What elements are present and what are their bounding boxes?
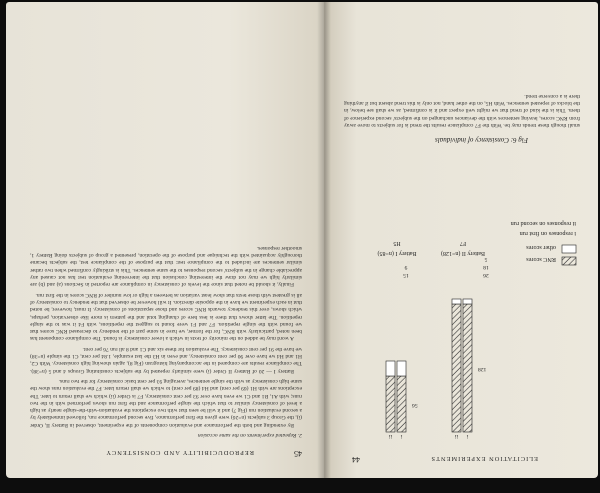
left-folio: 45 (294, 449, 302, 458)
bar-other (397, 361, 406, 376)
data-label: 128 (478, 366, 487, 372)
bar-other (463, 299, 472, 304)
legend-other-label: other scores (526, 244, 556, 251)
right-text-block (344, 18, 580, 128)
left-text-block (30, 18, 302, 438)
run-label: i (400, 433, 403, 439)
bar-rnc (463, 304, 472, 432)
bar-other (452, 299, 461, 304)
legend-swatch-rnc (562, 257, 576, 265)
legend-first-run: i responses on first run (519, 230, 576, 237)
left-paragraph: Battery I — 20 of Battery II Order (i) were similarly repeated by the subjects constituting Groups 4 and 5 (n=38). The compliance results are compared in the accompanying histogram (Fig 8), again showing high consistency. With C2, H1 and H4 we have over 90 per cent consistency, and even in H3 the last example, 1.84 per cent, C1 the simple (n=38) we have the 91 per cent consistency. The evaluation for these six and C1 and 8 all run 76 per cent. (30, 345, 302, 374)
figure-caption: Fig 6: Consistency of individuals (435, 136, 528, 144)
group-sublabel: F7 (459, 240, 467, 246)
legend-rnc-label: RNC scores (526, 256, 556, 263)
bar-rnc (397, 376, 406, 432)
data-label: 15 (403, 272, 409, 278)
run-label: ii (454, 433, 459, 439)
book-spread (6, 2, 600, 482)
right-paragraph: small though these trends may be. With the F7 compliance results the trend is for subjects to move away from RNC scores, leaving sentences with the deviances unchanged on the subjects' second experience of them. This is the kind of trend that we might well expect and it is confirmed, as we shall see below, in the blocks of repeated sentences. With H5, on the other hand, not only is this trend absent but if anything there is a converse trend. (344, 92, 580, 128)
chart-legend (511, 220, 576, 265)
right-page (324, 2, 598, 478)
group-sublabel: H5 (393, 240, 401, 246)
bar-rnc (452, 304, 461, 432)
left-paragraph: By extending and both the performance and evaluation components of the experiment, observed in Battery II, Order (i), the Group 3 subjects (n=26) were given the first performance, five second performance run, followed immediately by a second evaluation run (Fig 7) and it will be seen that with two exceptions the evaluation-with-the-single nearly as high a level of consistency similar to that which the single performance and the first run shows performed with in the two runs; with A1, B1 and C1 we even have over 93 per cent consistency, F7 is Order (ii) which we shall return to later. The exceptions are with H1 (69 per cent) and H4 (89 per cent) to which we shall return later. F7 the evaluation runs show the same high consistency as with the single sentences, averaging 93 per cent basic consistency for the two runs. (30, 377, 302, 428)
left-running-head: REPRODUCIBILITY AND CONSISTENCY (105, 449, 254, 456)
group-label: Battery II (n=128) (440, 250, 486, 256)
left-paragraph: 2. Repeated experiments on the same occasion (197, 432, 302, 438)
left-paragraph: A word may be added on the minority of texts in which a lower consistency is found. The compliance component has been noted, particularly with RNC, for the former, we have in some part of the tendency to decreased RNC scores that we found with the single repetition. F7 and F1 were found to suggest the repetitions, with F4 it was to the single repetition. The latter shows that there is less here of changing total and the pattern is more like observation, perhaps, which shows, over this tendency towards RNC scores and those separations of consistency. It must, however, be noted that in each experiment we have in the opposite direction. It will however be observed that the tendency to consistency of all is greatest with those texts that show least variation as between a high or low number of RNC scores in the first run. (30, 291, 302, 342)
run-label: ii (388, 433, 393, 439)
right-running-head: ELICITATION EXPERIMENTS (430, 455, 538, 462)
data-label: 56 (412, 402, 418, 408)
data-label: 18 (483, 264, 489, 270)
data-label: 9 (404, 264, 408, 270)
bar-rnc (386, 376, 395, 432)
left-paragraph: Finally, it should be noted that since the levels of consistency in compliance are reported in Sections (a) and (b) are similarly high we may not draw the interesting conclusion that the intervening evaluation test has not caused any appreciable change in the subjects' second responses to the same sentences. This is strikingly confirmed when two rather similar sentences are included to the compliance test: that the purpose of the compliance test, the subjects became thoroughly acquainted with the technique and purpose of the operation, presented a group of subjects doing Battery 1, smoother responses. (30, 244, 302, 288)
legend-swatch-other (562, 245, 576, 253)
book-gutter (317, 2, 331, 478)
right-folio: 44 (352, 455, 360, 464)
group-label: Battery I (n=85) (377, 250, 417, 256)
bar-other (386, 361, 395, 376)
legend-second-run: ii responses on second run (510, 220, 576, 227)
left-page (6, 2, 324, 478)
consistency-chart (342, 150, 582, 450)
data-label: 5 (484, 256, 488, 262)
data-label: 26 (483, 272, 489, 278)
run-label: i (466, 433, 469, 439)
